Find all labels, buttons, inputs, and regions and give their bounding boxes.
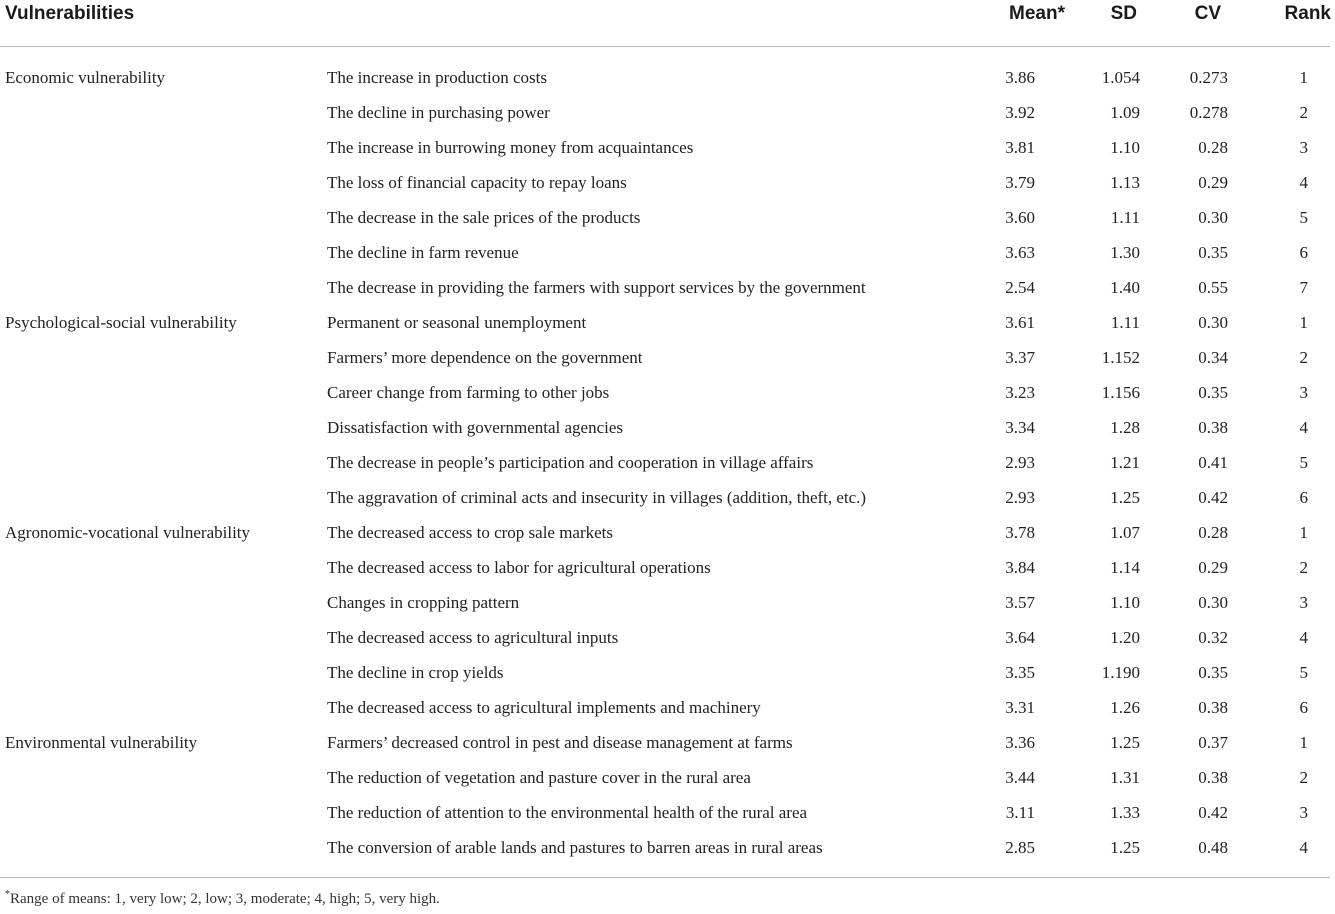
rank-cell: 2 — [1299, 103, 1308, 122]
table-row — [0, 60, 1335, 95]
footnote-text: Range of means: 1, very low; 2, low; 3, moderate; 4, high; 5, very high. — [10, 891, 440, 907]
cv-cell: 0.38 — [1198, 768, 1228, 787]
table-bottom-divider — [0, 877, 1330, 878]
rank-cell: 2 — [1299, 348, 1308, 367]
sd-cell: 1.25 — [1110, 838, 1140, 857]
item-cell: Farmers’ decreased control in pest and disease management at farms — [327, 733, 793, 752]
item-cell: The decreased access to labor for agricultural operations — [327, 558, 711, 577]
footnote-marker: * — [5, 889, 10, 900]
rank-cell: 4 — [1299, 418, 1308, 437]
mean-cell: 3.81 — [1005, 138, 1035, 157]
cv-cell: 0.30 — [1198, 593, 1228, 612]
rank-cell: 5 — [1299, 208, 1308, 227]
mean-cell: 2.54 — [1005, 278, 1035, 297]
cv-cell: 0.278 — [1189, 103, 1228, 122]
item-cell: The increase in burrowing money from acquaintances — [327, 138, 694, 157]
table-row — [0, 655, 1335, 690]
mean-cell: 3.11 — [1005, 803, 1035, 822]
mean-cell: 2.93 — [1005, 488, 1035, 507]
rank-cell: 4 — [1299, 838, 1308, 857]
category-cell: Agronomic-vocational vulnerability — [5, 523, 251, 542]
item-cell: The decreased access to crop sale markets — [327, 523, 614, 542]
item-cell: The aggravation of criminal acts and insecurity in villages (addition, theft, etc.) — [327, 488, 867, 507]
mean-cell: 3.86 — [1005, 68, 1035, 87]
table-body — [0, 60, 1335, 865]
table-header — [0, 0, 1335, 46]
sd-cell: 1.07 — [1110, 523, 1140, 542]
table-row — [0, 725, 1335, 760]
cv-cell: 0.32 — [1198, 628, 1228, 647]
item-cell: The decreased access to agricultural implements and machinery — [327, 698, 761, 717]
cv-cell: 0.42 — [1198, 803, 1228, 822]
cv-cell: 0.41 — [1198, 453, 1228, 472]
item-cell: Career change from farming to other jobs — [327, 383, 610, 402]
cv-cell: 0.29 — [1198, 558, 1228, 577]
rank-cell: 1 — [1299, 733, 1308, 752]
header-rank: Rank — [1284, 3, 1331, 24]
table-row — [0, 690, 1335, 725]
sd-cell: 1.10 — [1110, 138, 1140, 157]
table-row — [0, 130, 1335, 165]
cv-cell: 0.35 — [1198, 383, 1228, 402]
rank-cell: 6 — [1299, 488, 1308, 507]
rank-cell: 7 — [1299, 278, 1308, 297]
table-row — [0, 585, 1335, 620]
sd-cell: 1.31 — [1110, 768, 1140, 787]
sd-cell: 1.152 — [1101, 348, 1140, 367]
item-cell: Farmers’ more dependence on the government — [327, 348, 643, 367]
rank-cell: 3 — [1299, 803, 1308, 822]
mean-cell: 3.79 — [1005, 173, 1035, 192]
cv-cell: 0.30 — [1198, 313, 1228, 332]
table-row — [0, 620, 1335, 655]
mean-cell: 3.57 — [1005, 593, 1035, 612]
category-cell: Economic vulnerability — [5, 68, 166, 87]
item-cell: The decreased access to agricultural inputs — [327, 628, 619, 647]
item-cell: The decrease in providing the farmers with support services by the government — [327, 278, 866, 297]
rank-cell: 6 — [1299, 698, 1308, 717]
table-row — [0, 375, 1335, 410]
item-cell: Changes in cropping pattern — [327, 593, 520, 612]
rank-cell: 2 — [1299, 768, 1308, 787]
sd-cell: 1.20 — [1110, 628, 1140, 647]
item-cell: The conversion of arable lands and pastures to barren areas in rural areas — [327, 838, 823, 857]
cv-cell: 0.48 — [1198, 838, 1228, 857]
table-row — [0, 305, 1335, 340]
sd-cell: 1.25 — [1110, 733, 1140, 752]
mean-cell: 2.85 — [1005, 838, 1035, 857]
mean-cell: 3.37 — [1005, 348, 1035, 367]
mean-cell: 3.92 — [1005, 103, 1035, 122]
rank-cell: 3 — [1299, 593, 1308, 612]
mean-cell: 3.31 — [1005, 698, 1035, 717]
item-cell: The decrease in the sale prices of the products — [327, 208, 641, 227]
rank-cell: 3 — [1299, 138, 1308, 157]
sd-cell: 1.14 — [1110, 558, 1140, 577]
footnote — [5, 889, 440, 908]
item-cell: The loss of financial capacity to repay loans — [327, 173, 627, 192]
cv-cell: 0.28 — [1198, 523, 1228, 542]
table-row — [0, 95, 1335, 130]
item-cell: Dissatisfaction with governmental agencies — [327, 418, 623, 437]
sd-cell: 1.21 — [1110, 453, 1140, 472]
cv-cell: 0.42 — [1198, 488, 1228, 507]
table-row — [0, 165, 1335, 200]
sd-cell: 1.190 — [1101, 663, 1140, 682]
rank-cell: 4 — [1299, 173, 1308, 192]
sd-cell: 1.13 — [1110, 173, 1140, 192]
item-cell: Permanent or seasonal unemployment — [327, 313, 587, 332]
cv-cell: 0.34 — [1198, 348, 1228, 367]
mean-cell: 3.60 — [1005, 208, 1035, 227]
cv-cell: 0.38 — [1198, 698, 1228, 717]
table-row — [0, 340, 1335, 375]
item-cell: The decline in crop yields — [327, 663, 504, 682]
sd-cell: 1.40 — [1110, 278, 1140, 297]
header-sd: SD — [1110, 3, 1137, 24]
cv-cell: 0.35 — [1198, 243, 1228, 262]
sd-cell: 1.054 — [1101, 68, 1140, 87]
mean-cell: 3.63 — [1005, 243, 1035, 262]
sd-cell: 1.10 — [1110, 593, 1140, 612]
table-row — [0, 270, 1335, 305]
category-cell: Psychological-social vulnerability — [5, 313, 237, 332]
cv-cell: 0.55 — [1198, 278, 1228, 297]
mean-cell: 3.44 — [1005, 768, 1035, 787]
rank-cell: 1 — [1299, 68, 1308, 87]
category-cell: Environmental vulnerability — [5, 733, 198, 752]
rank-cell: 5 — [1299, 663, 1308, 682]
table-row — [0, 200, 1335, 235]
item-cell: The reduction of attention to the environmental health of the rural area — [327, 803, 808, 822]
rank-cell: 3 — [1299, 383, 1308, 402]
rank-cell: 4 — [1299, 628, 1308, 647]
table-row — [0, 830, 1335, 865]
mean-cell: 3.23 — [1005, 383, 1035, 402]
mean-cell: 3.61 — [1005, 313, 1035, 332]
mean-cell: 3.64 — [1005, 628, 1035, 647]
mean-cell: 3.34 — [1005, 418, 1035, 437]
table-row — [0, 795, 1335, 830]
item-cell: The decline in purchasing power — [327, 103, 550, 122]
rank-cell: 1 — [1299, 313, 1308, 332]
sd-cell: 1.25 — [1110, 488, 1140, 507]
cv-cell: 0.29 — [1198, 173, 1228, 192]
cv-cell: 0.37 — [1198, 733, 1228, 752]
table-row — [0, 550, 1335, 585]
cv-cell: 0.38 — [1198, 418, 1228, 437]
sd-cell: 1.09 — [1110, 103, 1140, 122]
sd-cell: 1.28 — [1110, 418, 1140, 437]
table-row — [0, 515, 1335, 550]
mean-cell: 3.78 — [1005, 523, 1035, 542]
header-cv: CV — [1194, 3, 1221, 24]
sd-cell: 1.26 — [1110, 698, 1140, 717]
item-cell: The decrease in people’s participation and cooperation in village affairs — [327, 453, 814, 472]
sd-cell: 1.156 — [1101, 383, 1140, 402]
sd-cell: 1.33 — [1110, 803, 1140, 822]
table-row — [0, 760, 1335, 795]
sd-cell: 1.11 — [1110, 208, 1140, 227]
rank-cell: 6 — [1299, 243, 1308, 262]
mean-cell: 2.93 — [1005, 453, 1035, 472]
mean-cell: 3.36 — [1005, 733, 1035, 752]
table-row — [0, 480, 1335, 515]
table-row — [0, 235, 1335, 270]
table-row — [0, 410, 1335, 445]
sd-cell: 1.30 — [1110, 243, 1140, 262]
cv-cell: 0.35 — [1198, 663, 1228, 682]
rank-cell: 1 — [1299, 523, 1308, 542]
header-mean: Mean* — [1009, 3, 1065, 24]
rank-cell: 2 — [1299, 558, 1308, 577]
header-vulnerabilities: Vulnerabilities — [5, 3, 135, 24]
item-cell: The reduction of vegetation and pasture cover in the rural area — [327, 768, 751, 787]
cv-cell: 0.28 — [1198, 138, 1228, 157]
item-cell: The decline in farm revenue — [327, 243, 519, 262]
mean-cell: 3.35 — [1005, 663, 1035, 682]
sd-cell: 1.11 — [1110, 313, 1140, 332]
cv-cell: 0.273 — [1189, 68, 1228, 87]
rank-cell: 5 — [1299, 453, 1308, 472]
mean-cell: 3.84 — [1005, 558, 1035, 577]
item-cell: The increase in production costs — [327, 68, 547, 87]
cv-cell: 0.30 — [1198, 208, 1228, 227]
table-row — [0, 445, 1335, 480]
header-divider — [0, 46, 1330, 47]
